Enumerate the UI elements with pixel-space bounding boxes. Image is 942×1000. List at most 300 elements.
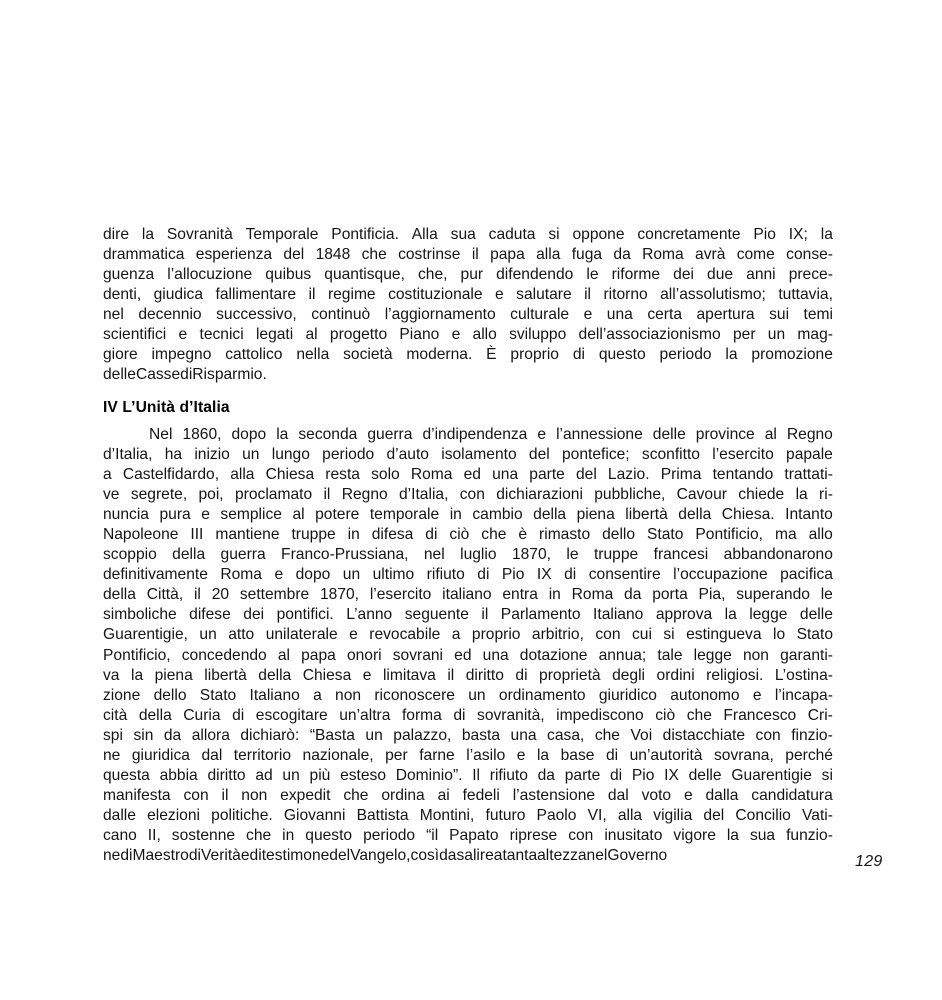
word: della	[258, 666, 292, 684]
word: casa,	[547, 726, 585, 744]
word: il	[221, 786, 229, 804]
text-line	[103, 365, 833, 385]
word: parte	[564, 766, 601, 784]
word: settembre	[239, 586, 310, 604]
word: e	[178, 326, 188, 344]
word: il	[584, 286, 592, 304]
word: Casse	[135, 366, 181, 384]
text-line	[103, 786, 833, 806]
page-number: 129	[855, 853, 883, 870]
word: VI,	[587, 806, 607, 824]
word: mag-	[797, 326, 833, 344]
word: cattolico	[225, 346, 283, 364]
text-line	[103, 345, 833, 365]
word: Il	[472, 766, 481, 784]
word: abbandonarono	[723, 546, 833, 564]
word: ciò	[655, 706, 676, 724]
word: Temporale	[245, 226, 319, 243]
word: avrà	[695, 246, 726, 264]
text-line	[103, 285, 833, 305]
word: di	[120, 846, 133, 864]
word: con	[459, 486, 485, 504]
word: che	[686, 706, 712, 724]
word: e	[752, 686, 762, 704]
word: l’astensione	[512, 786, 596, 804]
word: sin	[133, 726, 154, 744]
word: Pio	[631, 766, 655, 784]
word: Prima	[660, 466, 702, 484]
word: a	[451, 626, 461, 644]
word: papale	[786, 446, 833, 464]
word: Franco-Prussiana,	[281, 546, 409, 564]
word: alla	[230, 466, 255, 484]
word: legge	[693, 646, 732, 664]
word: il	[481, 606, 489, 624]
word: parte	[529, 466, 565, 484]
word: della	[533, 506, 567, 524]
word: giuridica	[131, 746, 190, 764]
word: la	[130, 666, 144, 684]
word: cano	[103, 826, 137, 844]
word: Governo	[607, 846, 668, 864]
text-line	[103, 465, 833, 485]
word: pubbliche,	[594, 486, 666, 504]
word: l’aggiornamento	[384, 306, 496, 324]
word: di	[515, 666, 528, 684]
word: l’esercito	[712, 446, 774, 464]
word: il	[193, 586, 201, 604]
word: semplice	[220, 506, 282, 524]
word: testimone	[261, 846, 330, 864]
text-line	[103, 425, 833, 445]
word: arbitrio,	[531, 626, 584, 644]
word: futuro	[485, 806, 526, 824]
word: del	[575, 466, 597, 484]
word: degli	[612, 666, 646, 684]
word: estingueva	[686, 626, 762, 644]
word: scoppio	[103, 546, 157, 564]
word: promozione	[751, 346, 833, 364]
word: salire	[456, 846, 494, 864]
word: “il	[426, 826, 439, 844]
word: apertura	[696, 306, 755, 324]
word: Roma	[571, 586, 614, 604]
word: fallimentare	[215, 286, 297, 304]
word: non	[335, 686, 362, 704]
word: manifesta	[103, 786, 171, 804]
word: Pontificia.	[331, 226, 399, 243]
word: dire	[103, 226, 130, 243]
paragraph-two	[103, 425, 833, 866]
word: isolamento	[441, 446, 517, 464]
word: giudica	[153, 286, 204, 304]
word: difendendo	[496, 266, 574, 284]
word: Pontificio,	[103, 646, 171, 664]
word: la	[820, 226, 833, 243]
word: da	[163, 726, 182, 744]
word: delle	[799, 606, 833, 624]
word: Stato	[796, 626, 833, 644]
word: Guarentigie,	[103, 626, 188, 644]
word: Paolo	[536, 806, 577, 824]
word: truppe	[291, 526, 336, 544]
word: libertà	[625, 506, 668, 524]
word: tecnici	[199, 326, 244, 344]
text-line	[103, 585, 833, 605]
text-line	[103, 746, 833, 766]
word: per	[385, 746, 408, 764]
word: Vati-	[802, 806, 833, 824]
word: chiede	[738, 486, 785, 504]
word: la	[795, 486, 808, 504]
word: con	[755, 726, 781, 744]
word: come	[736, 246, 775, 264]
word: un	[468, 686, 486, 704]
word: e	[451, 326, 461, 344]
word: di	[564, 566, 577, 584]
word: al	[764, 426, 777, 443]
word: si	[663, 626, 675, 644]
word: Guarentigie	[731, 766, 812, 784]
word: porta	[652, 586, 688, 604]
word: distacchiate	[662, 726, 746, 744]
word: scientifici	[103, 326, 167, 344]
word: altezza	[537, 846, 587, 864]
word: di	[425, 526, 438, 544]
word: Risparmio.	[192, 366, 267, 384]
word: giuridico	[598, 686, 657, 704]
word: di	[453, 706, 466, 724]
word: tale	[657, 646, 683, 664]
word: sostenne	[171, 826, 236, 844]
word: È	[486, 346, 497, 364]
word: rifiuto	[489, 766, 528, 784]
word: ad	[255, 766, 273, 784]
word: certa	[647, 306, 682, 324]
word: luglio	[460, 546, 497, 564]
word: delle	[688, 766, 722, 784]
word: approva	[655, 606, 713, 624]
text-line	[103, 225, 833, 245]
word: allora	[191, 726, 230, 744]
word: sui	[769, 306, 790, 324]
word: IX	[536, 566, 552, 584]
word: dopo	[231, 426, 267, 443]
word: costituzionale	[388, 286, 483, 304]
word: di	[180, 366, 193, 384]
word: Regno	[786, 426, 833, 443]
text-line	[103, 726, 833, 746]
word: periodo	[363, 826, 416, 844]
word: Concilio	[735, 806, 791, 824]
word: più	[309, 766, 331, 784]
word: un	[767, 326, 786, 344]
word: esperienza	[195, 246, 273, 264]
word: al	[305, 326, 318, 344]
word: Regno	[341, 486, 388, 504]
word: Vangelo,	[350, 846, 411, 864]
word: Dominio”.	[395, 766, 463, 784]
word: da	[537, 766, 555, 784]
word: unilaterale	[265, 626, 338, 644]
text-line	[103, 545, 833, 565]
text-line	[103, 806, 833, 826]
word: difese	[189, 606, 231, 624]
word: vigore	[673, 826, 716, 844]
text-line	[103, 625, 833, 645]
word: della	[103, 586, 136, 604]
word: questo	[305, 826, 353, 844]
word: piena	[154, 666, 193, 684]
word: funzio-	[786, 826, 833, 844]
word: mantiene	[215, 526, 280, 544]
word: ne	[103, 746, 121, 764]
word: e	[583, 306, 593, 324]
word: 20	[211, 586, 230, 604]
word: del	[528, 446, 550, 464]
word: da	[624, 586, 642, 604]
word: papa	[490, 246, 525, 264]
word: nel	[103, 306, 124, 324]
word: e	[362, 666, 372, 684]
word: religiosi.	[706, 666, 764, 684]
word: papa	[301, 646, 336, 664]
section-heading: IV L’Unità d’Italia	[103, 399, 230, 416]
text-line	[103, 706, 833, 726]
word: politiche.	[211, 806, 273, 824]
word: lo	[772, 626, 786, 644]
word: dei	[673, 266, 694, 284]
word: questa	[103, 766, 150, 784]
word: dichiarazioni	[496, 486, 583, 504]
word: per	[732, 326, 756, 344]
word: ultimo	[372, 566, 415, 584]
word: basta	[461, 726, 501, 744]
word: a	[493, 846, 503, 864]
word: quibus	[265, 266, 312, 284]
word: del	[703, 806, 725, 824]
word: sovrani	[392, 646, 444, 664]
word: Roma	[220, 566, 262, 584]
word: che	[481, 526, 507, 544]
word: cità	[103, 706, 128, 724]
word: forma	[401, 706, 442, 724]
text-line	[103, 265, 833, 285]
word: dal	[607, 786, 629, 804]
word: con	[568, 826, 594, 844]
word: pura	[159, 506, 191, 524]
word: la	[141, 226, 155, 243]
word: cambio	[472, 506, 523, 524]
word: le	[566, 546, 579, 564]
word: sovrana,	[713, 746, 774, 764]
word: fuga	[571, 246, 603, 264]
word: ha	[164, 446, 183, 464]
word: sua	[749, 826, 776, 844]
word: superando	[736, 586, 810, 604]
word: non	[742, 646, 769, 664]
text-line	[103, 646, 833, 666]
word: territorio	[233, 746, 291, 764]
word: nazionale,	[302, 746, 374, 764]
word: base	[560, 746, 595, 764]
word: riconoscere	[374, 686, 455, 704]
word: Pio	[753, 226, 776, 243]
word: impegno	[151, 346, 212, 364]
word: voto	[641, 786, 672, 804]
word: autonomo	[670, 686, 740, 704]
word: che	[594, 726, 620, 744]
word: entra	[502, 586, 538, 604]
word: Stato	[647, 526, 684, 544]
word: che,	[417, 266, 448, 284]
word: e	[274, 566, 284, 584]
word: garanti-	[780, 646, 833, 664]
word: onori	[346, 646, 382, 664]
word: al	[292, 506, 305, 524]
word: e	[537, 426, 547, 443]
word: ne	[103, 846, 121, 864]
word: si	[821, 766, 833, 784]
text-line	[103, 325, 833, 345]
word: Italiano	[249, 686, 300, 704]
word: Verità	[200, 846, 241, 864]
word: dal	[201, 746, 223, 764]
word: una	[606, 306, 633, 324]
word: nuncia	[103, 506, 149, 524]
word: II,	[147, 826, 161, 844]
word: di	[605, 746, 619, 764]
word: proprietà	[539, 666, 601, 684]
word: elezioni	[147, 806, 200, 824]
word: province	[695, 426, 755, 443]
word: piena	[576, 506, 615, 524]
word: Stato	[199, 686, 237, 704]
text-line	[103, 666, 833, 686]
word: Cri-	[807, 706, 833, 724]
word: italiano	[442, 586, 492, 604]
word: Cavour	[676, 486, 727, 504]
word: alla	[617, 806, 643, 824]
word: guenza	[103, 266, 155, 284]
word: Città,	[146, 586, 184, 604]
word: potere	[315, 506, 360, 524]
paragraph-one	[103, 225, 833, 385]
word: le	[586, 266, 599, 284]
word: IX	[664, 766, 679, 784]
word: riforme	[611, 266, 661, 284]
word: non	[241, 786, 268, 804]
first-line-indent	[103, 425, 139, 445]
word: pacifica	[780, 566, 833, 584]
word: Intanto	[785, 506, 833, 524]
text-line	[103, 846, 833, 866]
word: una	[492, 466, 519, 484]
word: Roma	[642, 246, 684, 264]
word: moderna.	[406, 346, 473, 364]
word: 1870,	[511, 546, 551, 564]
word: nella	[296, 346, 330, 364]
word: d’Italia,	[103, 446, 153, 464]
word: un’autorità	[629, 746, 703, 764]
word: sconfitto	[641, 446, 700, 464]
word: dello	[153, 686, 187, 704]
word: di	[232, 706, 245, 724]
word: che	[343, 786, 369, 804]
word: dei	[243, 606, 265, 624]
word: l’asilo	[466, 746, 506, 764]
word: il	[447, 666, 455, 684]
text-line	[103, 686, 833, 706]
word: delle	[652, 426, 686, 443]
word: le	[820, 586, 833, 604]
word: e	[240, 846, 250, 864]
word: e	[683, 786, 693, 804]
word: periodo	[322, 446, 375, 464]
word: la	[726, 826, 739, 844]
word: dotazione	[519, 646, 588, 664]
word: 1848	[315, 246, 351, 264]
word: l’annessione	[556, 426, 643, 443]
word: francesi	[653, 546, 709, 564]
word: e	[349, 626, 358, 644]
word: di	[477, 566, 490, 584]
word: Nel	[149, 426, 173, 443]
word: dopo	[295, 566, 331, 584]
word: L’anno	[346, 606, 393, 624]
word: abbia	[159, 766, 198, 784]
word: pontifici.	[276, 606, 334, 624]
word: trattati-	[784, 466, 833, 484]
word: che	[361, 246, 387, 264]
word: in	[449, 506, 462, 524]
word: palazzo,	[393, 726, 452, 744]
text-line	[103, 305, 833, 325]
word: delle	[103, 366, 136, 384]
text-line	[103, 485, 833, 505]
word: legati	[255, 326, 294, 344]
word: spi	[103, 726, 123, 744]
word: proprio	[510, 346, 559, 364]
word: della	[172, 546, 206, 564]
word: a	[103, 466, 112, 484]
word: fedeli	[462, 786, 500, 804]
word: d’auto	[386, 446, 429, 464]
word: 1860,	[182, 426, 222, 443]
text-line	[103, 826, 833, 846]
word: l’incapa-	[774, 686, 833, 704]
text-line	[103, 445, 833, 465]
word: Battista	[356, 806, 409, 824]
word: da	[439, 846, 457, 864]
word: Chiesa	[265, 466, 315, 484]
word: Castelfidardo,	[122, 466, 220, 484]
word: d’indipendenza	[422, 426, 528, 443]
word: allo	[472, 326, 497, 344]
word: annua;	[598, 646, 647, 664]
word: Francesco	[723, 706, 797, 724]
word: resta	[325, 466, 360, 484]
word: società	[343, 346, 393, 364]
word: revocabile	[369, 626, 441, 644]
word: un	[242, 446, 260, 464]
word: la	[724, 606, 737, 624]
word: Sovranità	[166, 226, 233, 243]
word: con	[183, 786, 209, 804]
word: rimasto	[539, 526, 591, 544]
word: continuò	[311, 306, 371, 324]
word: successivo,	[216, 306, 297, 324]
